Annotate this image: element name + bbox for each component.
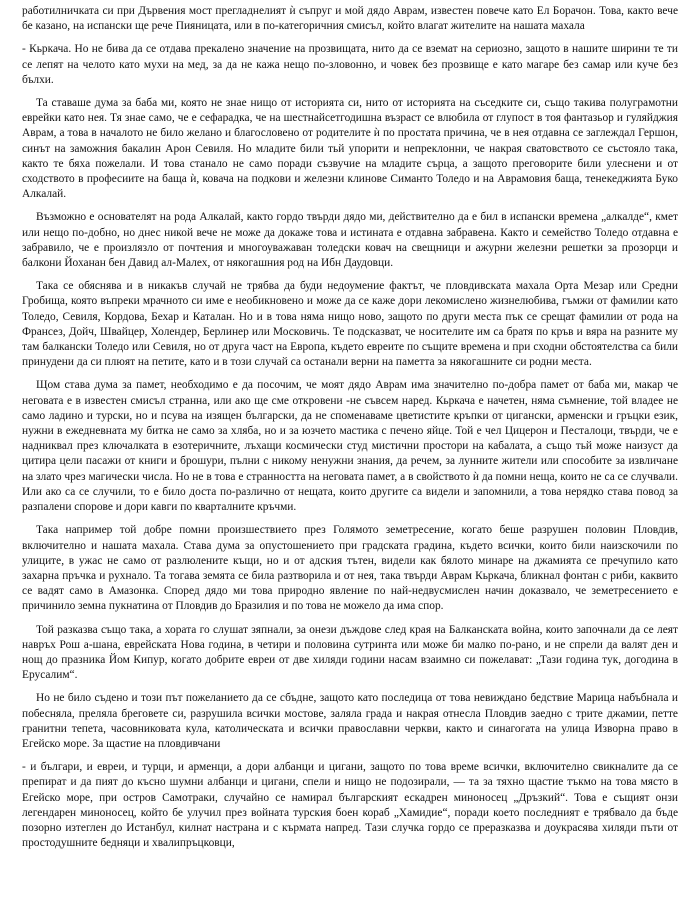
paragraph-3: Та ставаше дума за баба ми, която не знае нищо от историята си, нито от историята на съседките си, също такива полуграмотни еврейки като нея. Тя знае само, че е сефарадка, че на шестнайсетгодишна възраст се влюбила от глупост в тоя фантазьор и гуляйджия Аврам, а това в началото не било желано и благословено от родителите ѝ по простата причина, че в нея отдавна се заглеждал Гершон, синът на заможния бакалин Арон Севиля. Но младите били тьй упорити и непреклонни, че накрая сватовството се състояло така, както те бяха пожелали. И това станало не само поради съзвучие на младите сърца, а защото преговорите били улеснени и от сходството в професиите на баща ѝ, ковача на подкови и железни клинове Симанто Толедо и на Аврамовия баща, тенекеджията Буко Алкалай. <box>22 97 678 201</box>
paragraph-2: - Кьркача. Но не бива да се отдава прекалено значение на прозвищата, нито да се вземат на сериозно, защото в нашите ширини те ти се лепят на челото като мухи на мед, за да не кажа нещо по-зловонно, и човек без прозвище е като магаре без самар или куче без бълхи. <box>22 43 678 86</box>
paragraph-6: Щом става дума за памет, необходимо е да посочим, че моят дядо Аврам има значително по-добра памет от баба ми, макар че неговата е в известен смисъл странна, или ако ще сме откровени -не съвсем наред. Кьркача е начетен, няма съмнение, той владее не само ладино и турски, но и псува на изящен български, да не споменаваме цветистите кръпки от цигански, арменски и гръцки език, нужни в ежедневната му битка не само за хляба, но и за юзчето мастика с печено яйце. Той е чел Цицерон и Песталоци, твърди, че е надниквал през ключалката в езотеричните, лъхащи космически студ мистични простори на кабалата, а също тьй може наизуст да цитира цели пасажи от книги и брошури, пълни с никому ненужни знания, да речем, за лунните жители или способите за извличане на злато чрез магически числа. Но не в това е странността на неговата памет, а в свойството ѝ да помни неща, които не са се случвали. Или ако са се случили, то е било доста по-различно от нещата, които другите са видели и запомнили, а това нерядко става повод за разпалени спорове и дори кавги по кварталните кръчми. <box>22 379 678 514</box>
paragraph-5: Така се обяснява и в никакъв случай не трябва да буди недоумение фактът, че пловдивската махала Орта Мезар или Средни Гробища, която въпреки мрачното си име е необикновено и може да се каже дори лекомислено жизнелюбива, гъмжи от фамилии като Толедо, Севиля, Кордова, Бехар и Каталан. Но и в това няма нищо ново, защото по други места пък се срещат фамилии от рода на Франсез, Дойч, Швайцер, Холендер, Берлинер или Московичь. Те подсказват, че носителите им са братя по кръв и вяра на разните му там балкански Толедо или Севиля, но от друга част на Европа, където евреите по същите времена и при сходни обстоятелства са били принудени да си плюят на петите, като и в този случай са останали верни на паметта за някогашните си родни места. <box>22 280 678 369</box>
paragraph-7: Така например той добре помни произшествието през Голямото земетресение, когато беше разрушен половин Пловдив, включително и нашата махала. Става дума за опустошението при градската градина, където всички, които били наизскочили по улиците, в ужас не само от разлюлените къщи, но и от адския тътен, видели как бялото минаре на джамията се пречупило като захарна пръчка и рухнало. Та тогава земята се била разтворила и от нея, така твърди Аврам Кьркача, бликнал фонтан с риби, каквито се вадят само в Амазонка. Според дядо ми това природно явление по най-недвусмислен начин доказвало, че земетресението е причинило земна пукнатина от Пловдив до Бразилия и по това не можело да има спор. <box>22 524 678 613</box>
paragraph-1: работилничката си при Дървения мост прегладнелият ѝ съпруг и мой дядо Аврам, известен повече като Ел Борачон. Това, както вече бе казано, на испански ще рече Пияницата, или в по-категоричния смисъл, който влагат жителите на нашата махала <box>22 5 678 33</box>
paragraph-4: Възможно е основателят на рода Алкалай, както гордо твърди дядо ми, действително да е бил в испански времена „алкалде“, кмет или нещо по-добно, но днес никой вече не може да докаже това и истината е отдавна забравена. Както и семейство Толедо отдавна е забравило, че е произлязло от почтения и многоуважаван толедски ковач на свещници и ажурни железни решетки за прозорци и балкони Йоханан бен Давид ал-Малех, от някогашния род на Ибн Даудовци. <box>22 211 678 270</box>
paragraph-9: Но не било съдено и този път пожеланието да се сбъдне, защото като последица от това невиждано бедствие Марица набъбнала и побесняла, преляла бреговете си, разрушила всички мостове, заляла града и накрая отнесла Пловдив заедно с трите джамии, петте гранитни тепета, часовниковата кула, католическата и всички православни черкви, както и синагогата на улица Изворна право в Егейско море. За щастие на пловдивчани <box>22 692 678 750</box>
paragraph-8: Той разказва също така, а хората го слушат зяпнали, за онези дъждове след края на Балканската война, които започнали да се леят навръх Рош а-шана, еврейската Нова година, в четири и половина сутринта или може би малко по-рано, и не спрели да валят ден и нощ до празника Йом Кипур, когато добрите евреи от две хиляди години насам взаимно си пожелават: „Тази година тук, догодина в Ерусалим“. <box>22 623 678 682</box>
paragraph-10: - и българи, и евреи, и турци, и арменци, а дори албанци и цигани, защото по това време всички, включително свикналите да се препират и да пият до късно шумни албанци и цигани, спели и нищо не подозирали, — та за тяхно щастие тъкмо на това място в Егейско море, при остров Самотраки, случайно се намирал българският ескадрен миноносец „Дръзкий“. Това е същият онзи легендарен миноносец, който бе улучил през войната турския боен кораб „Хамидие“, поради което последният е трябвало да бъде позорно изтеглен до Истанбул, килнат настрана и с кърмата напред. Тази случка гордо се преразказва и доукрасява хиляди пъти от простодушните бедняци и хвалипръцковци, <box>22 761 678 850</box>
